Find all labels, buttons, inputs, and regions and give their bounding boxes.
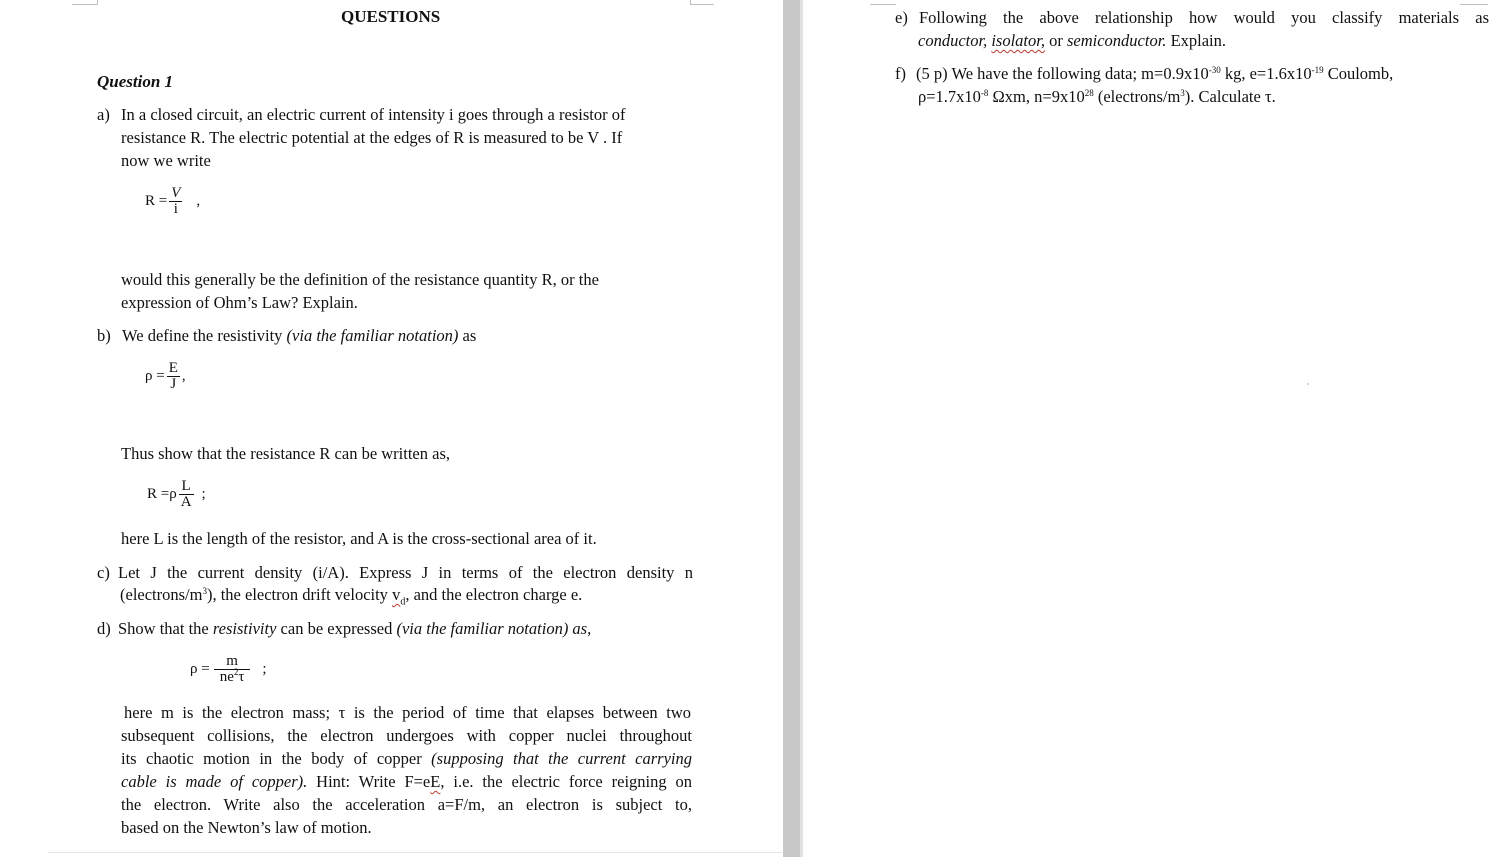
item-label-d: d) — [97, 619, 111, 638]
eq-lhs: R =ρ — [147, 486, 177, 502]
drift-velocity-symbol — [392, 585, 406, 608]
symbol-v: v — [392, 585, 401, 604]
superscript: 2 — [233, 667, 239, 677]
text-line — [121, 748, 692, 771]
equation-resistance — [145, 186, 200, 217]
superscript: -8 — [980, 88, 989, 98]
text-span: , i.e. the electric force reigning on — [440, 772, 693, 791]
text-italic: resistivity — [212, 619, 277, 638]
text-line: In a closed circuit, an electric current of intensity i goes through a resistor of — [121, 105, 626, 124]
eq-tail: , — [196, 193, 201, 209]
eq-denominator: J — [170, 376, 177, 392]
eq-lhs: R = — [145, 193, 168, 209]
text-line — [918, 30, 1226, 53]
crop-mark — [97, 0, 98, 5]
field-symbol: E — [430, 772, 441, 791]
text-span: ρ=1.7x10 — [918, 87, 981, 106]
text-line — [121, 771, 692, 794]
text-span: Explain. — [1166, 31, 1227, 50]
text-line — [120, 584, 582, 607]
text-span: as — [458, 326, 477, 345]
right-page — [804, 0, 1504, 852]
text-line: Let J the current density (i/A). Express J in terms of the electron density n — [118, 563, 693, 582]
text-italic: (via the familiar notation) — [286, 326, 459, 345]
superscript: -19 — [1311, 65, 1324, 75]
text-span: Ωxm, n=9x10 — [988, 87, 1085, 106]
text-italic: conductor, — [918, 31, 992, 50]
text-italic: (supposing that the current carrying — [431, 749, 692, 768]
item-label-e: e) — [895, 8, 908, 27]
text-line — [918, 86, 1276, 109]
text-line: subsequent collisions, the electron undergoes with copper nuclei throughout — [121, 726, 692, 745]
eq-tail: ; — [201, 486, 206, 502]
text-span: ). Calculate τ. — [1184, 87, 1276, 106]
text-line: Thus show that the resistance R can be written as, — [121, 444, 450, 463]
superscript: 3 — [202, 586, 207, 596]
eq-numerator: m — [214, 654, 251, 670]
text-line: resistance R. The electric potential at the edges of R is measured to be V . If — [121, 128, 623, 147]
text-span: kg, e=1.6x10 — [1220, 64, 1312, 83]
superscript: 3 — [1180, 88, 1185, 98]
eq-numerator: E — [168, 360, 178, 376]
equation-resistivity — [145, 361, 186, 392]
text-italic: semiconductor. — [1066, 31, 1167, 50]
text-span: Coulomb, — [1323, 64, 1394, 83]
text-span: (electrons/m — [1093, 87, 1181, 106]
text-span: can be expressed — [276, 619, 397, 638]
eq-numerator: L — [179, 479, 194, 495]
text-span: ), the electron drift velocity — [206, 585, 393, 604]
superscript: -30 — [1208, 65, 1221, 75]
crop-mark — [690, 4, 714, 5]
crop-mark — [870, 4, 896, 5]
text-line: here L is the length of the resistor, and A is the cross-sectional area of it. — [121, 529, 597, 548]
text-line: now we write — [121, 151, 211, 170]
eq-numerator: V — [171, 185, 181, 201]
text-span: Show that the — [118, 619, 213, 638]
text-span: , and the electron charge e. — [405, 585, 583, 604]
eq-lhs: ρ = — [145, 368, 165, 384]
text-line: the electron. Write also the acceleration a=F/m, an electron is subject to, — [121, 795, 692, 814]
crop-mark — [690, 0, 691, 5]
den-part: ne — [219, 669, 234, 685]
item-label-f: f) — [895, 64, 906, 83]
crop-mark — [1460, 4, 1488, 5]
text-line — [916, 63, 1393, 86]
text-italic: cable is made of copper). — [121, 772, 308, 791]
text-line: Following the above relationship how would you classify materials as — [919, 8, 1489, 27]
text-line: based on the Newton’s law of motion. — [121, 818, 372, 837]
item-label-b: b) — [97, 326, 111, 345]
item-label-a: a) — [97, 105, 110, 124]
item-label-c: c) — [97, 563, 110, 582]
question-title: Question 1 — [97, 72, 174, 91]
eq-denominator — [214, 667, 251, 685]
subscript: d — [400, 596, 406, 608]
superscript: 28 — [1084, 88, 1094, 98]
text-line: expression of Ohm’s Law? Explain. — [121, 293, 358, 312]
page-heading: QUESTIONS — [341, 7, 441, 26]
stray-mark — [1307, 383, 1309, 385]
text-italic: (via the familiar notation) as, — [396, 619, 592, 638]
eq-tail: , — [181, 368, 186, 384]
text-line — [118, 618, 591, 641]
equation-r-rho — [147, 479, 206, 510]
eq-denominator: A — [180, 494, 192, 510]
text-span: or — [1044, 31, 1067, 50]
text-span: We define the resistivity — [122, 326, 287, 345]
text-line: would this generally be the definition of the resistance quantity R, or the — [121, 270, 599, 289]
text-span: its chaotic motion in the body of copper — [121, 749, 432, 768]
eq-denominator: i — [173, 201, 178, 217]
text-span: (5 p) We have the following data; m=0.9x10 — [916, 64, 1209, 83]
den-part: τ — [238, 669, 245, 685]
eq-lhs: ρ = — [190, 661, 210, 677]
text-span: (electrons/m — [120, 585, 203, 604]
text-line — [122, 325, 476, 348]
eq-tail: ; — [262, 661, 267, 677]
text-italic: isolator, — [991, 31, 1045, 50]
crop-mark — [72, 4, 98, 5]
page-gutter-edge — [800, 0, 803, 857]
text-span: Hint: Write F=e — [307, 772, 431, 791]
text-line: here m is the electron mass; τ is the period of time that elapses between two — [124, 703, 691, 722]
equation-rho-mass — [190, 654, 267, 685]
